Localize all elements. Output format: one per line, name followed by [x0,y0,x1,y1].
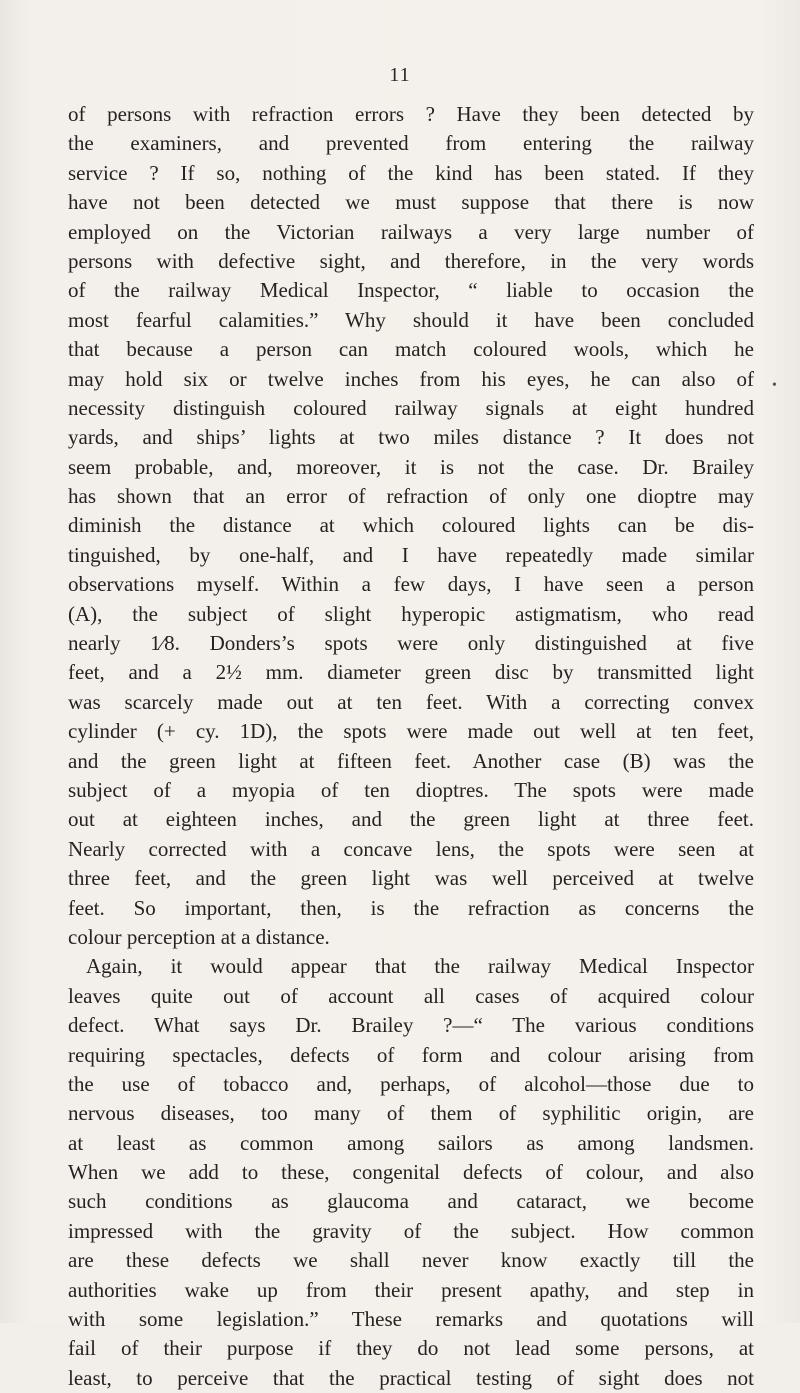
text-line: yards, and ships’ lights at two miles distance ? It does not [68,425,754,450]
text-line: diminish the distance at which coloured lights can be dis- [68,513,754,538]
body-text [68,100,754,1393]
text-line: three feet, and the green light was well perceived at twelve [68,866,754,891]
text-line: least, to perceive that the practical testing of sight does not [68,1365,754,1390]
text-line: the examiners, and prevented from entering the railway [68,131,754,156]
text-line: leaves quite out of account all cases of acquired colour [68,983,754,1008]
text-line: impressed with the gravity of the subject. How common [68,1218,754,1243]
text-line: employed on the Victorian railways a very large number of [68,219,754,244]
text-line: persons with defective sight, and therefore, in the very words [68,248,754,273]
text-line: and the green light at fifteen feet. Another case (B) was the [68,748,754,773]
text-line: nervous diseases, too many of them of syphilitic origin, are [68,1101,754,1126]
text-line: are these defects we shall never know exactly till the [68,1248,754,1273]
text-line: subject of a myopia of ten dioptres. The spots were made [68,777,754,802]
text-line: tinguished, by one-half, and I have repeatedly made similar [68,542,754,567]
text-line: nearly 1⁄8. Donders’s spots were only distinguished at five [68,631,754,656]
text-line: cylinder (+ cy. 1D), the spots were made out well at ten feet, [68,719,754,744]
text-line: such conditions as glaucoma and cataract, we become [68,1189,754,1214]
text-line: of persons with refraction errors ? Have they been detected by [68,102,754,126]
text-line: may hold six or twelve inches from his eyes, he can also of [68,366,754,391]
text-line: has shown that an error of refraction of only one dioptre may [68,484,754,509]
text-line: out at eighteen inches, and the green light at three feet. [68,807,754,832]
text-line: Again, it would appear that the railway Medical Inspector [86,954,754,979]
text-line: colour perception at a distance. [68,924,330,949]
text-line: When we add to these, congenital defects of colour, and also [68,1160,754,1185]
page-number: 11 [389,64,411,86]
text-line: observations myself. Within a few days, I have seen a person [68,572,754,597]
text-line: most fearful calamities.” Why should it have been concluded [68,307,754,332]
text-line: feet. So important, then, is the refraction as concerns the [68,895,754,920]
text-line: defect. What says Dr. Brailey ?—“ The various conditions [68,1013,754,1038]
text-line: (A), the subject of slight hyperopic astigmatism, who read [68,601,754,626]
text-line: the use of tobacco and, perhaps, of alcohol—those due to [68,1071,754,1096]
text-line: requiring spectacles, defects of form and colour arising from [68,1042,754,1067]
text-line: service ? If so, nothing of the kind has been stated. If they [68,160,754,185]
text-line: seem probable, and, moreover, it is not the case. Dr. Brailey [68,454,754,479]
text-line: was scarcely made out at ten feet. With a correcting convex [68,689,754,714]
text-line: Nearly corrected with a concave lens, the spots were seen at [68,836,754,861]
text-line: authorities wake up from their present apathy, and step in [68,1277,754,1302]
text-line: at least as common among sailors as among landsmen. [68,1130,754,1155]
margin-dot: • [772,378,777,393]
text-line: of the railway Medical Inspector, “ liable to occasion the [68,278,754,303]
text-line: that because a person can match coloured wools, which he [68,337,754,362]
text-line: necessity distinguish coloured railway signals at eight hundred [68,395,754,420]
text-line: feet, and a 2½ mm. diameter green disc by transmitted light [68,660,754,685]
text-line: have not been detected we must suppose that there is now [68,190,754,215]
text-line: with some legislation.” These remarks and quotations will [68,1307,754,1332]
text-line: fail of their purpose if they do not lead some persons, at [68,1336,754,1361]
